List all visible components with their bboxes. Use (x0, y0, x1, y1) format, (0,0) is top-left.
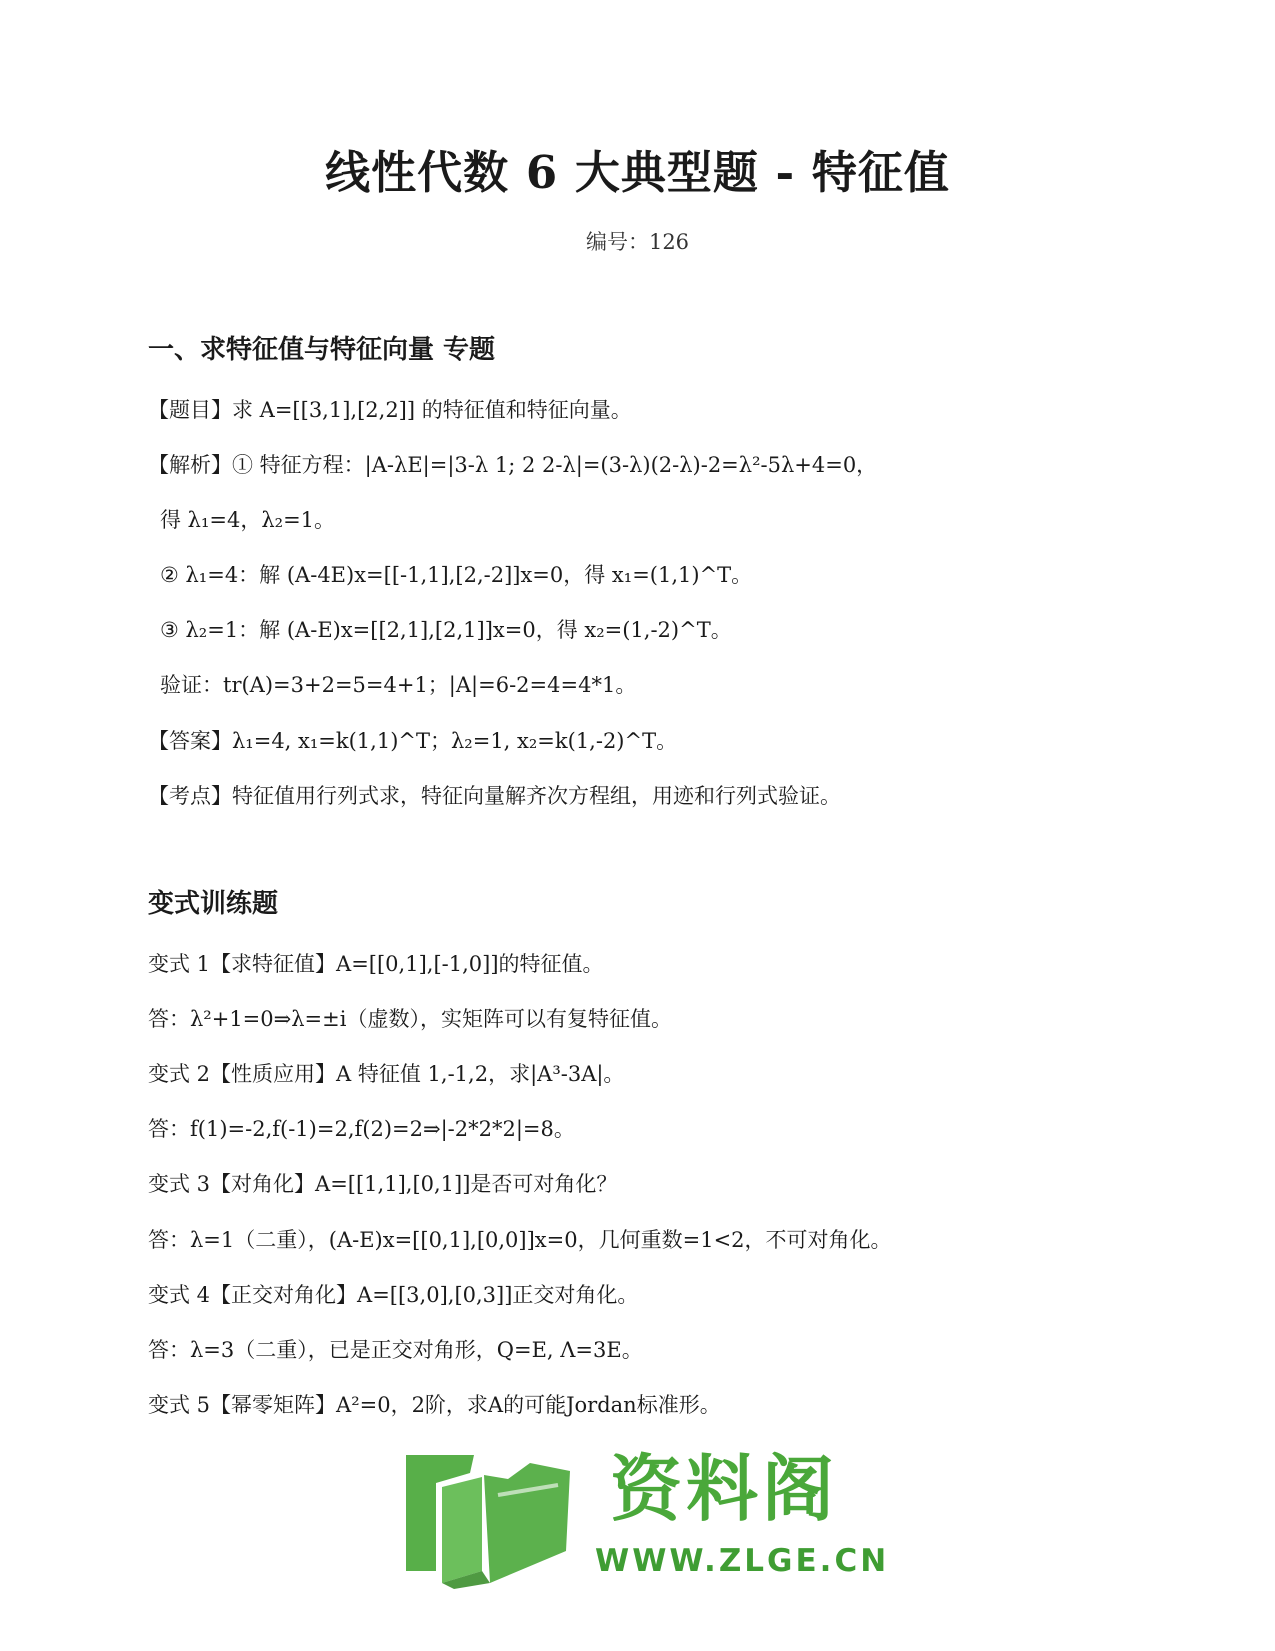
variant-question: 变式 4【正交对角化】A=[[3,0],[0,3]]正交对角化。 (148, 1283, 639, 1307)
keypoint-line: 【考点】特征值用行列式求，特征向量解齐次方程组，用迹和行列式验证。 (148, 784, 841, 808)
variant-question: 变式 3【对角化】A=[[1,1],[0,1]]是否可对角化？ (148, 1172, 618, 1196)
variant-answer: 答：λ²+1=0⇒λ=±i（虚数），实矩阵可以有复特征值。 (148, 1007, 672, 1031)
variant-question: 变式 5【幂零矩阵】A²=0，2阶，求A的可能Jordan标准形。 (148, 1393, 721, 1417)
problem-line: 【题目】求 A=[[3,1],[2,2]] 的特征值和特征向量。 (148, 398, 632, 422)
watermark (398, 1443, 890, 1593)
section-heading: 变式训练题 (148, 889, 279, 919)
section-heading: 一、求特征值与特征向量 专题 (148, 335, 496, 365)
analysis-line: 【解析】① 特征方程：|A-λE|=|3-λ 1; 2 2-λ|=(3-λ)(2-λ)-2=λ²-5λ+4=0， (148, 453, 878, 477)
analysis-line: 得 λ₁=4，λ₂=1。 (160, 508, 336, 532)
variant-answer: 答：λ=1（二重），(A-E)x=[[0,1],[0,0]]x=0，几何重数=1<2，不可对角化。 (148, 1228, 892, 1252)
answer-line: 【答案】λ₁=4, x₁=k(1,1)^T；λ₂=1, x₂=k(1,-2)^T。 (148, 729, 678, 753)
variant-question: 变式 2【性质应用】A 特征值 1,-1,2，求|A³-3A|。 (148, 1062, 625, 1086)
variant-answer: 答：f(1)=-2,f(-1)=2,f(2)=2⇒|-2*2*2|=8。 (148, 1117, 575, 1141)
analysis-line: ② λ₁=4：解 (A-4E)x=[[-1,1],[2,-2]]x=0，得 x₁=(1,1)^T。 (160, 563, 753, 587)
folder-book-icon (398, 1443, 598, 1593)
document-title: 线性代数 6 大典型题 - 特征值 (325, 146, 950, 199)
verify-line: 验证：tr(A)=3+2=5=4+1；|A|=6-2=4=4*1。 (160, 673, 637, 697)
analysis-line: ③ λ₂=1：解 (A-E)x=[[2,1],[2,1]]x=0，得 x₂=(1,-2)^T。 (160, 618, 732, 642)
variant-question: 变式 1【求特征值】A=[[0,1],[-1,0]]的特征值。 (148, 952, 604, 976)
variant-answer: 答：λ=3（二重），已是正交对角形，Q=E, Λ=3E。 (148, 1338, 643, 1362)
watermark-name: 资料阁 (610, 1447, 839, 1531)
document-serial: 编号：126 (585, 230, 690, 254)
watermark-site: WWW.ZLGE.CN (595, 1543, 890, 1579)
